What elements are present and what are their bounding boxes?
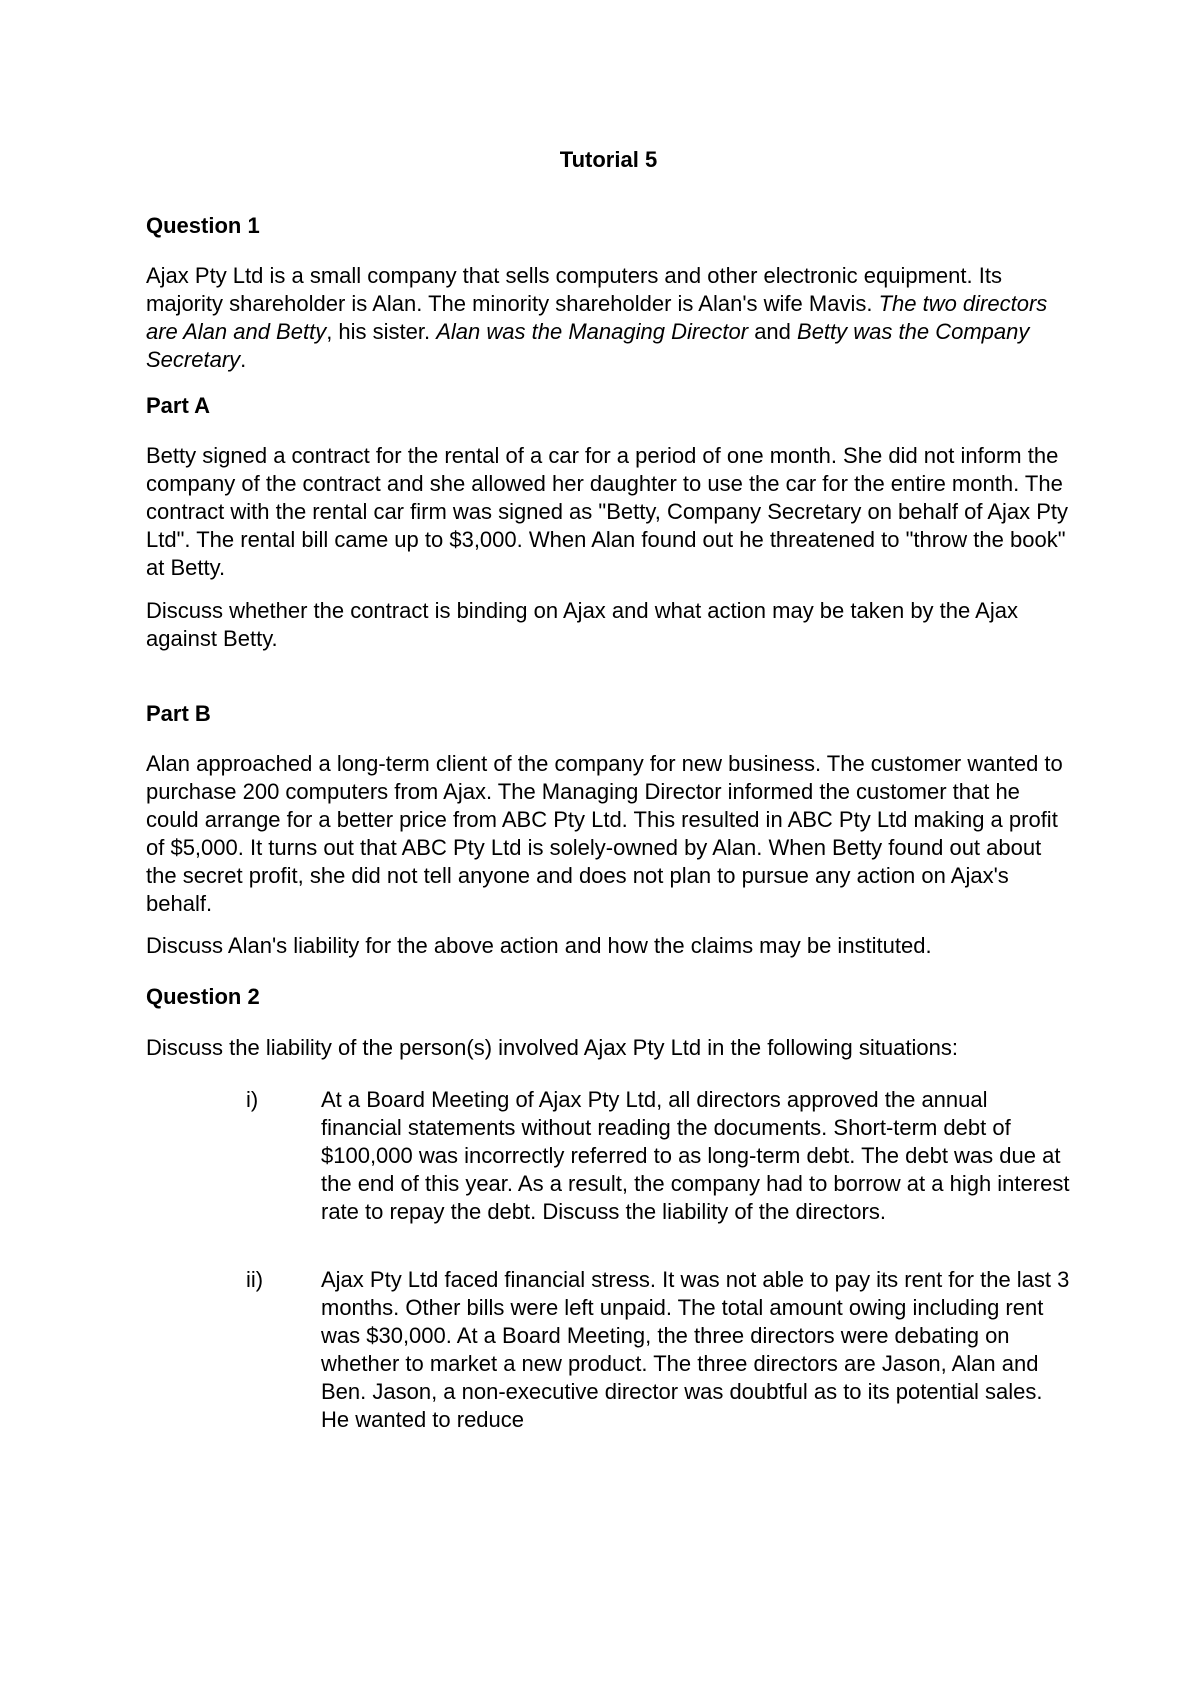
list-marker: i): [246, 1087, 259, 1112]
intro-text-3: and: [748, 319, 798, 344]
list-item-text: At a Board Meeting of Ajax Pty Ltd, all directors approved the annual financial statements without reading the documents. Short-term debt of $100,000 was incorrectly referred to as long-term debt. The debt was due at the end of this year. As a result, the company had to borrow at a high interest rate to repay the debt. Discuss the liability of the directors.: [321, 1087, 1070, 1224]
document-page: [146, 0, 1071, 1696]
part-a-task: Discuss whether the contract is binding on Ajax and what action may be taken by the Ajax against Betty.: [146, 598, 1018, 651]
intro-text-1: Ajax Pty Ltd is a small company that sells computers and other electronic equipment. Its majority shareholder is Alan. The minority shareholder is Alan's wife Mavis.: [146, 263, 1002, 316]
question-2-intro: Discuss the liability of the person(s) involved Ajax Pty Ltd in the following situations:: [146, 1035, 958, 1060]
list-item-text: Ajax Pty Ltd faced financial stress. It was not able to pay its rent for the last 3 months. Other bills were left unpaid. The total amount owing including rent was $30,000. At a Board Meeting, the three directors were debating on whether to market a new product. The three directors are Jason, Alan and Ben. Jason, a non-executive director was doubtful as to its potential sales. He wanted to reduce: [321, 1267, 1070, 1432]
part-b-task: Discuss Alan's liability for the above action and how the claims may be instituted.: [146, 933, 932, 958]
part-b-facts: Alan approached a long-term client of the company for new business. The customer wanted to purchase 200 computers from Ajax. The Managing Director informed the customer that he could arrange for a better price from ABC Pty Ltd. This resulted in ABC Pty Ltd making a profit of $5,000. It turns out that ABC Pty Ltd is solely-owned by Alan. When Betty found out about the secret profit, she did not tell anyone and does not plan to pursue any action on Ajax's behalf.: [146, 751, 1063, 916]
question-2-heading: Question 2: [146, 984, 260, 1009]
intro-italic-company-secretary: Betty was the Company Secretary: [146, 319, 1030, 372]
intro-text-4: .: [240, 347, 247, 372]
part-a-heading: Part A: [146, 393, 210, 418]
question-1-intro: [146, 262, 1071, 374]
part-b-heading: Part B: [146, 701, 211, 726]
part-a-facts: Betty signed a contract for the rental of a car for a period of one month. She did not inform the company of the contract and she allowed her daughter to use the car for the entire month. The contract with the rental car firm was signed as "Betty, Company Secretary on behalf of Ajax Pty Ltd". The rental bill came up to $3,000. When Alan found out he threatened to "throw the book" at Betty.: [146, 443, 1069, 580]
intro-italic-managing-director: Alan was the Managing Director: [436, 319, 749, 344]
document-title: Tutorial 5: [559, 147, 658, 172]
list-marker: ii): [246, 1267, 264, 1292]
question-1-heading: Question 1: [146, 213, 260, 238]
intro-italic-directors: The two directors are Alan and Betty: [146, 291, 1048, 344]
intro-text-2: , his sister.: [326, 319, 437, 344]
